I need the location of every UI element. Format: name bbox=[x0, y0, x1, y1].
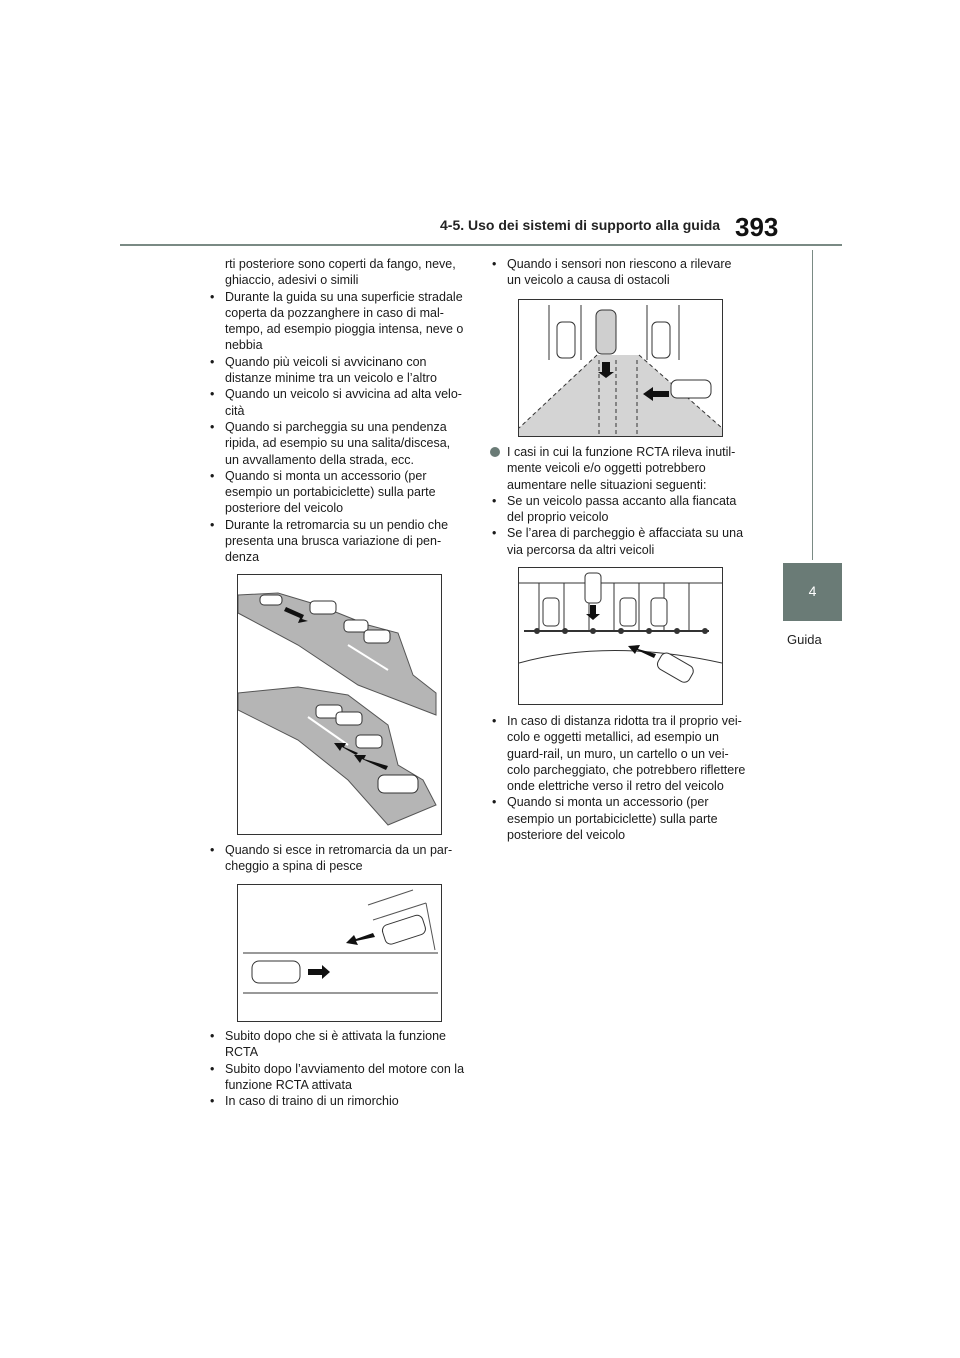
text-line: guard-rail, un muro, un cartello o un vei- bbox=[507, 746, 729, 761]
herringbone-parking-illustration bbox=[237, 884, 442, 1022]
text-line: • Durante la guida su una superficie stradale bbox=[225, 289, 463, 304]
text-line: • Quando un veicolo si avvicina ad alta velo- bbox=[225, 387, 462, 402]
text-line: un avvallamento della strada, ecc. bbox=[225, 452, 414, 467]
chapter-tab[interactable] bbox=[783, 563, 842, 621]
text-line: • Subito dopo che si è attivata la funzione bbox=[225, 1029, 446, 1043]
left-column-block-2 bbox=[208, 842, 480, 875]
text-line: rti posteriore sono coperti da fango, neve, bbox=[225, 257, 456, 271]
list-item bbox=[208, 354, 480, 387]
dot-heading bbox=[490, 444, 762, 493]
text-line: • Quando i sensori non riescono a rilevare bbox=[507, 257, 732, 271]
list-item bbox=[490, 713, 762, 794]
circle-bullet-icon bbox=[490, 447, 500, 457]
text-line: • Quando si esce in retromarcia da un par- bbox=[225, 843, 453, 857]
text-line: aumentare nelle situazioni seguenti: bbox=[507, 477, 707, 492]
street-facing-parking-illustration bbox=[518, 567, 723, 705]
text-line: cità bbox=[225, 403, 245, 418]
right-column-block-1 bbox=[490, 256, 762, 289]
header-divider bbox=[120, 244, 842, 246]
list-item bbox=[490, 256, 762, 289]
text-line: I casi in cui la funzione RCTA rileva inutil- bbox=[507, 445, 736, 459]
text-line: via percorsa da altri veicoli bbox=[507, 542, 655, 557]
text-line: • Se l’area di parcheggio è affacciata su una bbox=[507, 526, 744, 541]
text-line: colo e oggetti metallici, ad esempio un bbox=[507, 730, 719, 745]
list-item bbox=[490, 493, 762, 526]
text-line: distanze minime tra un veicolo e l’altro bbox=[225, 371, 437, 386]
text-line: funzione RCTA attivata bbox=[225, 1077, 352, 1092]
chapter-number: 4 bbox=[808, 583, 817, 599]
intro-continuation bbox=[208, 256, 480, 289]
text-line: denza bbox=[225, 550, 260, 565]
section-title: 4-5. Uso dei sistemi di supporto alla guida bbox=[440, 217, 721, 233]
text-line: coperta da pozzanghere in caso di mal- bbox=[225, 305, 444, 320]
left-column bbox=[208, 256, 480, 566]
list-item bbox=[208, 1028, 480, 1061]
list-item bbox=[208, 419, 480, 468]
chapter-label: Guida bbox=[787, 632, 822, 647]
list-item bbox=[208, 842, 480, 875]
text-line: ripida, ad esempio su una salita/discesa, bbox=[225, 436, 451, 451]
text-line: esempio un portabiciclette) sulla parte bbox=[507, 811, 718, 826]
text-line: posteriore del veicolo bbox=[225, 501, 344, 516]
right-column-block-3 bbox=[490, 713, 762, 843]
text-line: • Quando si monta un accessorio (per bbox=[225, 468, 427, 483]
text-line: • Subito dopo l’avviamento del motore con la bbox=[225, 1061, 465, 1076]
text-line: cheggio a spina di pesce bbox=[225, 859, 363, 874]
list-item bbox=[208, 517, 480, 566]
text-line: • Quando più veicoli si avvicinano con bbox=[225, 354, 427, 369]
text-line: un veicolo a causa di ostacoli bbox=[507, 273, 670, 288]
text-line: ghiaccio, adesivi o simili bbox=[225, 273, 359, 288]
slope-road-illustration bbox=[237, 574, 442, 835]
text-line: posteriore del veicolo bbox=[507, 828, 626, 843]
text-line: RCTA bbox=[225, 1045, 259, 1060]
text-line: del proprio veicolo bbox=[507, 510, 609, 525]
text-line: • Durante la retromarcia su un pendio che bbox=[225, 517, 449, 532]
text-line: • Se un veicolo passa accanto alla fiancata bbox=[507, 493, 737, 508]
list-item bbox=[208, 386, 480, 419]
list-item bbox=[208, 1061, 480, 1094]
text-line: esempio un portabiciclette) sulla parte bbox=[225, 485, 436, 500]
text-line: • In caso di distanza ridotta tra il proprio vei- bbox=[507, 714, 742, 728]
obstructed-sensor-illustration bbox=[518, 299, 723, 437]
text-line: tempo, ad esempio pioggia intensa, neve o bbox=[225, 322, 464, 337]
text-line: • Quando si parcheggia su una pendenza bbox=[225, 419, 447, 434]
list-item bbox=[490, 525, 762, 558]
text-line: • In caso di traino di un rimorchio bbox=[225, 1094, 399, 1109]
list-item bbox=[490, 794, 762, 843]
text-line: onde elettriche verso il retro del veicolo bbox=[507, 779, 724, 794]
list-item bbox=[208, 468, 480, 517]
text-line: • Quando si monta un accessorio (per bbox=[507, 795, 709, 810]
text-line: nebbia bbox=[225, 338, 263, 353]
text-line: mente veicoli e/o oggetti potrebbero bbox=[507, 461, 706, 476]
left-column-block-3 bbox=[208, 1028, 480, 1109]
list-item bbox=[208, 1093, 480, 1109]
list-item bbox=[208, 289, 480, 354]
page-number: 393 bbox=[735, 212, 779, 242]
side-divider bbox=[812, 250, 813, 560]
text-line: presenta una brusca variazione di pen- bbox=[225, 534, 442, 549]
right-column-block-2 bbox=[490, 444, 762, 558]
text-line: colo parcheggiato, che potrebbero riflettere bbox=[507, 762, 746, 777]
